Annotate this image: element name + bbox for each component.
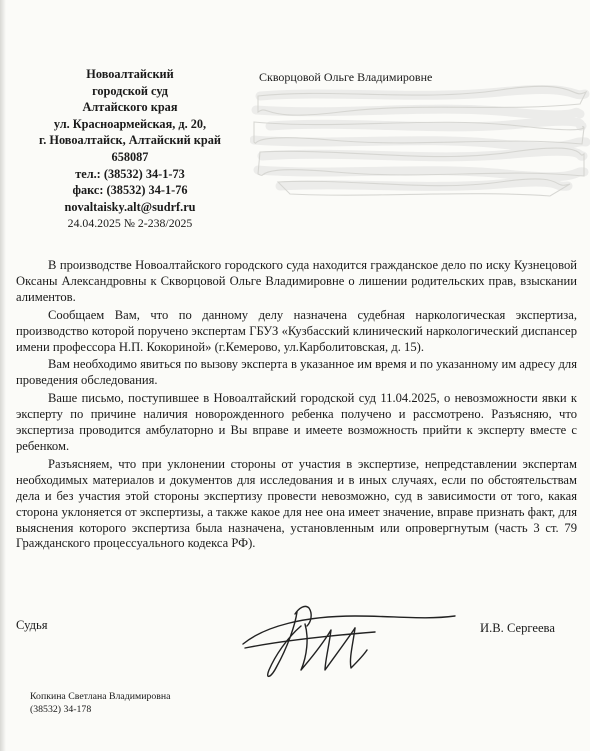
judge-title: Судья	[16, 618, 48, 632]
court-email: novaltaisky.alt@sudrf.ru	[64, 199, 196, 214]
paragraph-letter-response: Ваше письмо, поступившее в Новоалтайский городской суд 11.04.2025, о невозможности явки к эксперту по причине наличия новорожденного ребенка получено и рассмотрено. Разъясняю, что экспертиза проводится амбулаторно и Вы вправе и имеете возможность прийти к эксперту вместе с ребенком.	[16, 391, 577, 453]
executor-name: Копкина Светлана Владимировна	[30, 691, 171, 702]
court-postcode: 658087	[111, 149, 149, 164]
executor-phone: (38532) 34-178	[30, 704, 92, 715]
case-reference: 24.04.2025 № 2-238/2025	[67, 216, 193, 231]
paragraph-appear-to-expert: Вам необходимо явиться по вызову эксперта в указанное им время и по указанному им адресу для проведения обследования.	[16, 357, 577, 388]
paragraph-expertise-appointed: Сообщаем Вам, что по данному делу назначена судебная наркологическая экспертиза, производство которой поручено экспертам ГБУЗ «Кузбасский клинический наркологический диспансер имени профессора Н.П. Кокориной» (г.Кемерово, ул.Карболитовская, д. 15).	[16, 307, 577, 354]
court-fax: факс: (38532) 34-1-76	[72, 183, 188, 198]
court-line: Алтайского края	[82, 100, 178, 115]
redacted-address-scribble	[250, 82, 590, 200]
executor-info	[30, 690, 170, 716]
addressee-name: Скворцовой Ольге Владимировне	[259, 70, 433, 84]
court-phone: тел.: (38532) 34-1-73	[75, 166, 185, 181]
court-header	[6, 66, 254, 232]
court-address-street: ул. Красноармейская, д. 20,	[53, 116, 207, 131]
court-address-city: г. Новоалтайск, Алтайский край	[39, 133, 221, 148]
judge-name: И.В. Сергеева	[480, 621, 555, 635]
handwritten-signature	[235, 586, 465, 686]
paragraph-legal-explanation: Разъясняем, что при уклонении стороны от участия в экспертизе, непредставлении экспертам необходимых материалов и документов для исследования и в иных случаях, если по обстоятельствам дела и без участия этой стороны экспертизу провести невозможно, суд в зависимости от того, какая сторона уклоняется от экспертизы, а также какое для нее она имеет значение, вправе признать факт, для выяснения которого экспертиза была назначена, установленным или опровергнутым (часть 3 ст. 79 Гражданского процессуального кодекса РФ).	[16, 456, 577, 551]
court-line: Новоалтайский	[86, 67, 174, 81]
court-line: городской суд	[92, 83, 168, 98]
paragraph-case-info: В производстве Новоалтайского городского суда находится гражданское дело по иску Кузнецовой Оксаны Александровны к Скворцовой Ольге Владимировне о лишении родительских прав, взыскании алиментов.	[16, 258, 577, 304]
letter-body	[16, 258, 577, 554]
